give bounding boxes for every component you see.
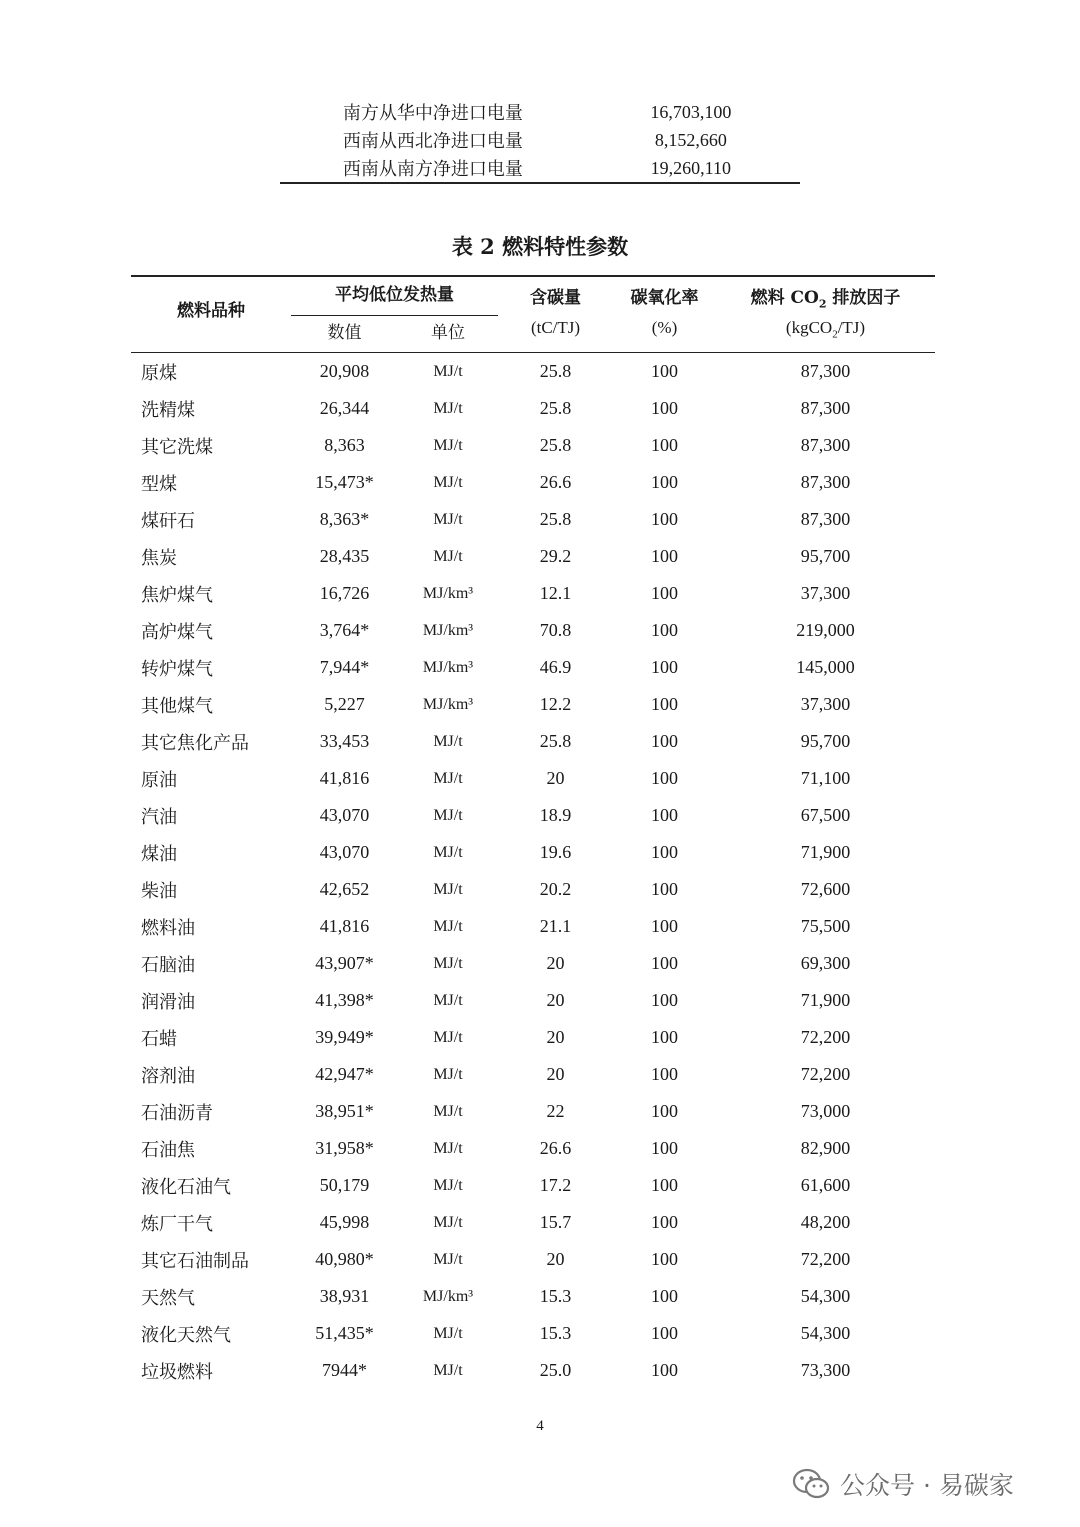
- emission-factor: 87,300: [800, 398, 851, 418]
- emission-factor: 71,900: [800, 842, 851, 862]
- fuel-name: 石油焦: [141, 1139, 195, 1161]
- table-row: [280, 98, 800, 126]
- oxidation-rate: 100: [651, 657, 678, 677]
- ncv-value: 5,227: [324, 694, 365, 714]
- emission-factor: 67,500: [800, 805, 851, 825]
- fuel-name: 焦炉煤气: [141, 584, 213, 606]
- header-carbon: 含碳量: [530, 288, 581, 308]
- row-value: 8,152,660: [654, 129, 727, 150]
- emission-factor: 95,700: [800, 546, 851, 566]
- watermark: [792, 1462, 1014, 1506]
- ncv-unit: MJ/t: [433, 1139, 463, 1157]
- carbon-content: 20: [546, 1027, 565, 1047]
- oxidation-rate: 100: [651, 472, 678, 492]
- table-row: [131, 1241, 935, 1278]
- carbon-content: 20: [546, 1064, 565, 1084]
- ncv-unit: MJ/t: [433, 991, 463, 1009]
- ncv-value: 8,363*: [319, 509, 370, 529]
- carbon-content: 18.9: [539, 805, 572, 825]
- fuel-name: 其它焦化产品: [141, 732, 249, 754]
- table-row: [131, 1315, 935, 1352]
- ncv-unit: MJ/t: [433, 399, 463, 417]
- oxidation-rate: 100: [651, 990, 678, 1010]
- oxidation-rate: 100: [651, 842, 678, 862]
- fuel-name: 垃圾燃料: [141, 1361, 213, 1383]
- ncv-unit: MJ/t: [433, 917, 463, 935]
- ncv-unit: MJ/t: [433, 1213, 463, 1231]
- table-row: [131, 723, 935, 760]
- ncv-unit: MJ/t: [433, 436, 463, 454]
- ncv-value: 3,764*: [319, 620, 370, 640]
- carbon-content: 20: [546, 768, 565, 788]
- row-value: 16,703,100: [650, 101, 732, 122]
- ncv-unit: MJ/t: [433, 1065, 463, 1083]
- header-carbon-unit: (tC/TJ): [530, 318, 581, 337]
- emission-factor: 87,300: [800, 509, 851, 529]
- table-row: [131, 501, 935, 538]
- table-title: 表 2 燃料特性参数: [451, 234, 629, 259]
- table-row: [280, 154, 800, 182]
- carbon-content: 19.6: [539, 842, 572, 862]
- fuel-name: 天然气: [141, 1287, 195, 1309]
- ef-unit-sub: 2: [832, 328, 838, 341]
- fuel-name: 液化石油气: [141, 1176, 231, 1198]
- emission-factor: 54,300: [800, 1323, 851, 1343]
- carbon-content: 12.2: [539, 694, 572, 714]
- emission-factor: 82,900: [800, 1138, 851, 1158]
- fuel-name: 炼厂干气: [141, 1213, 213, 1235]
- ncv-unit: MJ/t: [433, 1361, 463, 1379]
- ncv-unit: MJ/km³: [422, 658, 474, 676]
- ncv-unit: MJ/t: [433, 547, 463, 565]
- ncv-value: 33,453: [319, 731, 370, 751]
- ncv-value: 20,908: [319, 361, 370, 381]
- ncv-unit: MJ/t: [433, 1324, 463, 1342]
- emission-factor: 48,200: [800, 1212, 851, 1232]
- ncv-value: 50,179: [319, 1175, 370, 1195]
- ncv-unit: MJ/t: [433, 1102, 463, 1120]
- ncv-value: 16,726: [319, 583, 370, 603]
- fuel-name: 石蜡: [141, 1028, 177, 1050]
- table-row: [131, 353, 935, 390]
- table-row: [131, 1093, 935, 1130]
- table-row: [131, 834, 935, 871]
- carbon-content: 70.8: [539, 620, 572, 640]
- carbon-content: 15.3: [539, 1323, 572, 1343]
- fuel-name: 焦炭: [141, 547, 177, 569]
- oxidation-rate: 100: [651, 805, 678, 825]
- ncv-value: 41,816: [319, 916, 370, 936]
- oxidation-rate: 100: [651, 879, 678, 899]
- ncv-value: 28,435: [319, 546, 370, 566]
- fuel-name: 其它洗煤: [141, 436, 213, 458]
- row-label: 南方从华中净进口电量: [342, 103, 523, 124]
- emission-factor: 69,300: [800, 953, 851, 973]
- carbon-content: 15.7: [539, 1212, 572, 1232]
- ncv-value: 42,652: [319, 879, 370, 899]
- ncv-value: 43,070: [319, 842, 370, 862]
- oxidation-rate: 100: [651, 361, 678, 381]
- emission-factor: 219,000: [796, 620, 855, 640]
- table-row: [131, 1130, 935, 1167]
- fuel-name: 原油: [141, 769, 177, 791]
- ncv-value: 31,958*: [315, 1138, 374, 1158]
- ncv-value: 41,816: [319, 768, 370, 788]
- emission-factor: 72,600: [800, 879, 851, 899]
- fuel-name: 其他煤气: [141, 695, 213, 717]
- carbon-content: 25.0: [539, 1360, 572, 1380]
- header-ncv: 平均低位发热量: [335, 285, 454, 305]
- emission-factor: 73,000: [800, 1101, 851, 1121]
- carbon-content: 20: [546, 1249, 565, 1269]
- table-row: [131, 1278, 935, 1315]
- ncv-value: 38,951*: [315, 1101, 374, 1121]
- emission-factor: 95,700: [800, 731, 851, 751]
- fuel-name: 柴油: [141, 880, 177, 902]
- ncv-unit: MJ/t: [433, 473, 463, 491]
- table-row: [131, 871, 935, 908]
- ef-sub: 2: [818, 297, 827, 311]
- ncv-value: 42,947*: [315, 1064, 374, 1084]
- header-ncv-value: 数值: [327, 323, 362, 343]
- ncv-value: 26,344: [319, 398, 370, 418]
- ef-unit-suffix: /TJ): [837, 318, 866, 337]
- emission-factor: 145,000: [796, 657, 855, 677]
- ncv-value: 15,473*: [315, 472, 374, 492]
- ncv-value: 39,949*: [315, 1027, 374, 1047]
- table-row: [131, 1056, 935, 1093]
- oxidation-rate: 100: [651, 1138, 678, 1158]
- fuel-name: 洗精煤: [141, 399, 195, 421]
- emission-factor: 72,200: [800, 1027, 851, 1047]
- table-row: [131, 612, 935, 649]
- oxidation-rate: 100: [651, 509, 678, 529]
- header-sub-rule: [291, 315, 498, 316]
- carbon-content: 20.2: [539, 879, 572, 899]
- oxidation-rate: 100: [651, 398, 678, 418]
- ncv-unit: MJ/km³: [422, 695, 474, 713]
- ncv-value: 7944*: [322, 1360, 367, 1380]
- oxidation-rate: 100: [651, 1286, 678, 1306]
- emission-factor: 75,500: [800, 916, 851, 936]
- table-row: [131, 760, 935, 797]
- ncv-value: 40,980*: [315, 1249, 374, 1269]
- header-ncv-unit: 单位: [431, 323, 465, 343]
- oxidation-rate: 100: [651, 953, 678, 973]
- fuel-name: 溶剂油: [141, 1065, 195, 1087]
- carbon-content: 20: [546, 990, 565, 1010]
- emission-factor: 72,200: [800, 1249, 851, 1269]
- ef-suffix: 排放因子: [826, 288, 901, 308]
- watermark-text: 公众号 · 易碳家: [840, 1471, 1014, 1500]
- electricity-import-table: [280, 98, 800, 184]
- ncv-unit: MJ/km³: [422, 1287, 474, 1305]
- table-row: [131, 1352, 935, 1389]
- fuel-name: 煤油: [141, 843, 177, 865]
- emission-factor: 54,300: [800, 1286, 851, 1306]
- oxidation-rate: 100: [651, 1360, 678, 1380]
- table-row: [131, 982, 935, 1019]
- table-row: [131, 1167, 935, 1204]
- ncv-unit: MJ/t: [433, 362, 463, 380]
- header-oxidation: 碳氧化率: [630, 288, 699, 308]
- fuel-name: 润滑油: [141, 991, 195, 1013]
- ncv-unit: MJ/t: [433, 806, 463, 824]
- header-emission-factor: [716, 283, 935, 310]
- ncv-value: 7,944*: [319, 657, 370, 677]
- ncv-unit: MJ/km³: [422, 621, 474, 639]
- ncv-value: 8,363: [324, 435, 365, 455]
- emission-factor: 71,100: [800, 768, 851, 788]
- emission-factor: 37,300: [800, 694, 851, 714]
- fuel-name: 石油沥青: [141, 1102, 213, 1124]
- fuel-name: 其它石油制品: [141, 1250, 249, 1272]
- carbon-content: 29.2: [539, 546, 572, 566]
- carbon-content: 25.8: [539, 398, 572, 418]
- carbon-content: 15.3: [539, 1286, 572, 1306]
- ncv-value: 51,435*: [315, 1323, 374, 1343]
- carbon-content: 46.9: [539, 657, 572, 677]
- fuel-name: 燃料油: [141, 917, 195, 939]
- oxidation-rate: 100: [651, 1323, 678, 1343]
- oxidation-rate: 100: [651, 1027, 678, 1047]
- fuel-name: 煤矸石: [141, 510, 195, 532]
- emission-factor: 37,300: [800, 583, 851, 603]
- oxidation-rate: 100: [651, 1212, 678, 1232]
- ncv-unit: MJ/t: [433, 510, 463, 528]
- top-rule: [131, 275, 935, 277]
- ncv-unit: MJ/t: [433, 1250, 463, 1268]
- table-row: [131, 427, 935, 464]
- oxidation-rate: 100: [651, 731, 678, 751]
- table-row: [131, 686, 935, 723]
- ncv-value: 43,070: [319, 805, 370, 825]
- carbon-content: 17.2: [539, 1175, 572, 1195]
- carbon-content: 25.8: [539, 361, 572, 381]
- table-row: [131, 945, 935, 982]
- emission-factor: 87,300: [800, 472, 851, 492]
- table-row: [131, 538, 935, 575]
- fuel-name: 原煤: [141, 362, 177, 384]
- oxidation-rate: 100: [651, 583, 678, 603]
- table-row: [131, 908, 935, 945]
- fuel-name: 汽油: [141, 806, 177, 828]
- ncv-value: 41,398*: [315, 990, 374, 1010]
- ncv-unit: MJ/t: [433, 1028, 463, 1046]
- wechat-icon: [792, 1467, 830, 1501]
- oxidation-rate: 100: [651, 916, 678, 936]
- fuel-name: 转炉煤气: [141, 658, 213, 680]
- emission-factor: 71,900: [800, 990, 851, 1010]
- page-number: 4: [536, 1418, 544, 1434]
- row-label: 西南从西北净进口电量: [342, 131, 523, 152]
- fuel-name: 液化天然气: [141, 1324, 231, 1346]
- ncv-value: 43,907*: [315, 953, 374, 973]
- oxidation-rate: 100: [651, 1249, 678, 1269]
- oxidation-rate: 100: [651, 1175, 678, 1195]
- carbon-content: 22: [546, 1101, 565, 1121]
- table-row: [131, 1019, 935, 1056]
- table-row: [131, 575, 935, 612]
- ncv-unit: MJ/t: [433, 732, 463, 750]
- ncv-unit: MJ/t: [433, 954, 463, 972]
- table-row: [131, 649, 935, 686]
- carbon-content: 20: [546, 953, 565, 973]
- oxidation-rate: 100: [651, 1101, 678, 1121]
- oxidation-rate: 100: [651, 435, 678, 455]
- oxidation-rate: 100: [651, 694, 678, 714]
- oxidation-rate: 100: [651, 546, 678, 566]
- carbon-content: 12.1: [539, 583, 572, 603]
- table-row: [131, 464, 935, 501]
- oxidation-rate: 100: [651, 620, 678, 640]
- table-row: [280, 126, 800, 154]
- fuel-name: 石脑油: [141, 954, 195, 976]
- emission-factor: 87,300: [800, 435, 851, 455]
- table-row: [131, 797, 935, 834]
- ncv-unit: MJ/t: [433, 1176, 463, 1194]
- carbon-content: 21.1: [539, 916, 572, 936]
- row-label: 西南从南方净进口电量: [342, 159, 523, 180]
- table-row: [131, 1204, 935, 1241]
- fuel-name: 型煤: [141, 473, 177, 495]
- oxidation-rate: 100: [651, 768, 678, 788]
- carbon-content: 25.8: [539, 435, 572, 455]
- ncv-value: 38,931: [319, 1286, 370, 1306]
- header-emission-factor-unit: [716, 318, 935, 340]
- carbon-content: 26.6: [539, 1138, 572, 1158]
- ncv-unit: MJ/t: [433, 843, 463, 861]
- header-fuel: 燃料品种: [177, 301, 245, 321]
- ef-prefix: 燃料 CO: [750, 288, 819, 308]
- carbon-content: 25.8: [539, 731, 572, 751]
- table-row: [131, 390, 935, 427]
- emission-factor: 72,200: [800, 1064, 851, 1084]
- carbon-content: 26.6: [539, 472, 572, 492]
- ncv-unit: MJ/km³: [422, 584, 474, 602]
- ef-unit-prefix: (kgCO: [785, 318, 833, 337]
- emission-factor: 87,300: [800, 361, 851, 381]
- oxidation-rate: 100: [651, 1064, 678, 1084]
- carbon-content: 25.8: [539, 509, 572, 529]
- fuel-name: 高炉煤气: [141, 621, 213, 643]
- emission-factor: 61,600: [800, 1175, 851, 1195]
- ncv-unit: MJ/t: [433, 769, 463, 787]
- header-oxidation-unit: (%): [651, 318, 678, 337]
- ncv-value: 45,998: [319, 1212, 370, 1232]
- row-value: 19,260,110: [650, 157, 732, 178]
- emission-factor: 73,300: [800, 1360, 851, 1380]
- table-body: [131, 353, 935, 1389]
- ncv-unit: MJ/t: [433, 880, 463, 898]
